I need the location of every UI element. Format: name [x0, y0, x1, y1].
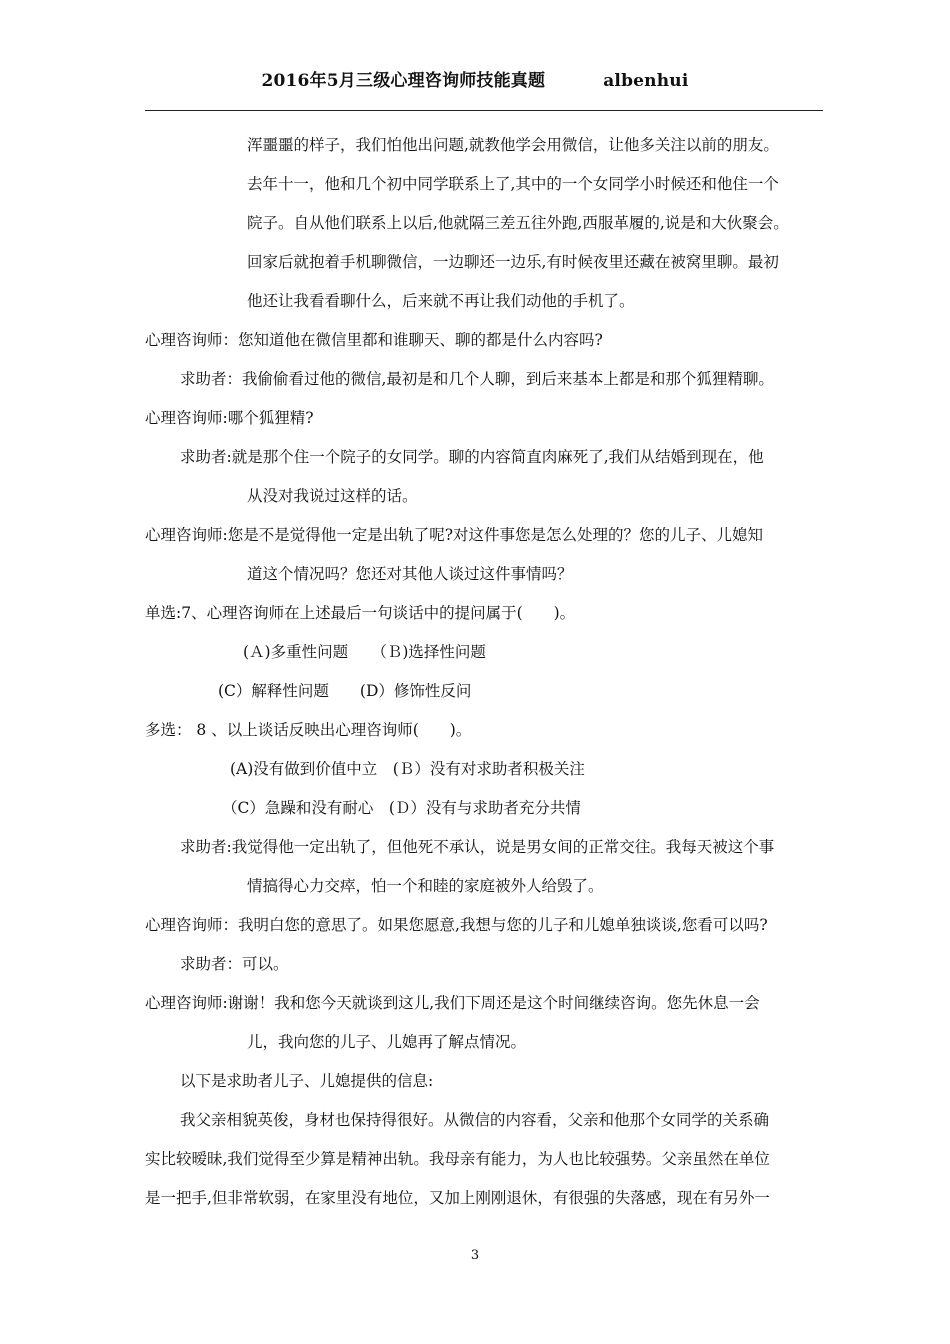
page-header	[0, 66, 950, 91]
dialogue-client: 求助者:就是那个住一个院子的女同学。聊的内容简直肉麻死了,我们从结婚到现在，他	[180, 448, 764, 466]
body-line: 情搞得心力交瘁，怕一个和睦的家庭被外人给毁了。	[247, 877, 604, 895]
question-options: (A)没有做到价值中立 (Ｂ）没有对求助者积极关注	[230, 760, 585, 778]
page-number: 3	[470, 1248, 480, 1263]
body-line: 我父亲相貌英俊，身材也保持得很好。从微信的内容看，父亲和他那个女同学的关系确	[180, 1111, 770, 1129]
dialogue-counselor: 心理咨询师:谢谢！我和您今天就谈到这儿,我们下周还是这个时间继续咨询。您先休息一会	[145, 994, 760, 1012]
header-author: albenhui	[603, 71, 689, 91]
dialogue-counselor: 心理咨询师:您是不是觉得他一定是出轨了呢?对这件事您是怎么处理的？您的儿子、儿媳知	[145, 526, 764, 544]
body-line: 实比较暧昧,我们觉得至少算是精神出轨。我母亲有能力，为人也比较强势。父亲虽然在单位	[145, 1150, 770, 1168]
dialogue-client: 求助者：可以。	[180, 955, 289, 973]
question-options: （C）急躁和没有耐心 (Ｄ）没有与求助者充分共情	[222, 799, 581, 817]
body-line: 道这个情况吗？您还对其他人谈过这件事情吗？	[247, 565, 573, 583]
body-line: 他还让我看看聊什么，后来就不再让我们动他的手机了。	[247, 292, 635, 310]
body-line: 是一把手,但非常软弱，在家里没有地位，又加上刚刚退休，有很强的失落感，现在有另外一	[145, 1189, 770, 1207]
question-multiple-choice: 多选： 8 、以上谈话反映出心理咨询师( )。	[145, 721, 472, 739]
dialogue-client: 求助者:我觉得他一定出轨了，但他死不承认，说是男女间的正常交往。我每天被这个事	[180, 838, 775, 856]
dialogue-counselor: 心理咨询师：您知道他在微信里都和谁聊天、聊的都是什么内容吗?	[145, 331, 603, 349]
body-line: 回家后就抱着手机聊微信，一边聊还一边乐,有时候夜里还藏在被窝里聊。最初	[247, 253, 779, 271]
dialogue-counselor: 心理咨询师:哪个狐狸精?	[145, 409, 314, 427]
dialogue-client: 求助者：我偷偷看过他的微信,最初是和几个人聊，到后来基本上都是和那个狐狸精聊。	[180, 370, 774, 388]
body-line: 从没对我说过这样的话。	[247, 487, 418, 505]
body-line: 去年十一，他和几个初中同学联系上了,其中的一个女同学小时候还和他住一个	[247, 175, 779, 193]
body-line: 院子。自从他们联系上以后,他就隔三差五往外跑,西服革履的,说是和大伙聚会。	[247, 214, 789, 232]
dialogue-counselor: 心理咨询师：我明白您的意思了。如果您愿意,我想与您的儿子和儿媳单独谈谈,您看可以吗?	[145, 916, 768, 934]
header-title: 2016年5月三级心理咨询师技能真题	[261, 71, 546, 91]
question-options: (C）解释性问题 (D）修饰性反问	[218, 682, 472, 700]
question-options: (Ａ)多重性问题 （Ｂ)选择性问题	[243, 643, 486, 661]
body-line: 儿，我向您的儿子、儿媳再了解点情况。	[247, 1033, 527, 1051]
header-rule	[145, 110, 823, 111]
body-line: 以下是求助者儿子、儿媳提供的信息:	[180, 1072, 434, 1090]
question-single-choice: 单选:7、心理咨询师在上述最后一句谈话中的提问属于( )。	[145, 604, 576, 622]
body-line: 浑噩噩的样子，我们怕他出问题,就教他学会用微信，让他多关注以前的朋友。	[247, 136, 779, 154]
